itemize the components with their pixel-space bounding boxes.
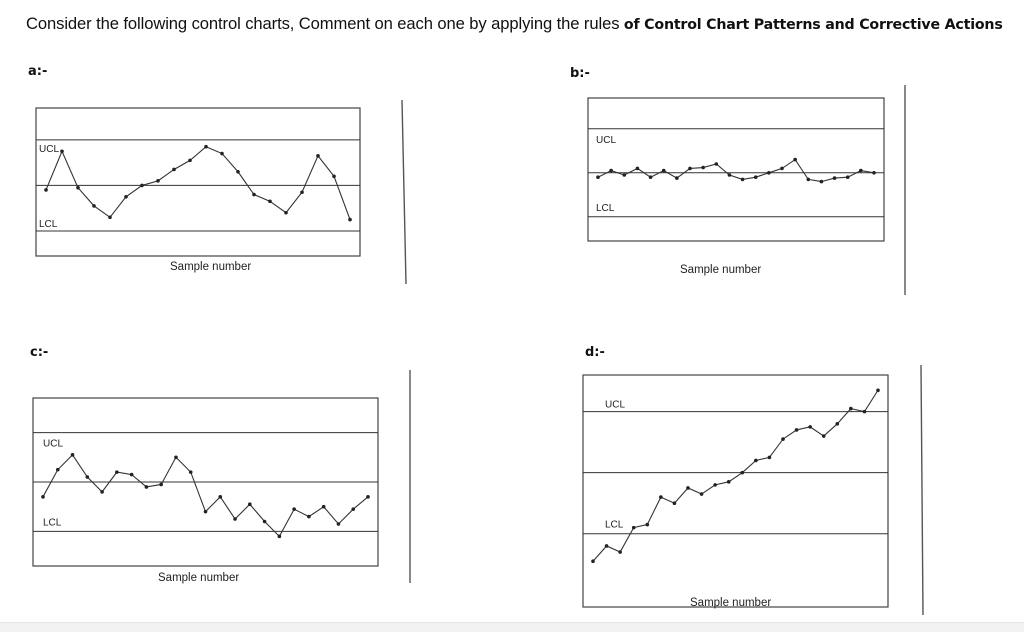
ucl-label: UCL [43, 438, 64, 450]
data-point [622, 173, 626, 177]
data-point [71, 453, 75, 457]
part-label-c: c:- [30, 345, 49, 360]
data-point [307, 515, 311, 519]
lcl-label: LCL [39, 218, 58, 230]
data-point [754, 175, 758, 179]
data-point [278, 535, 282, 539]
data-point [781, 437, 785, 441]
data-point [76, 186, 80, 190]
data-point [675, 176, 679, 180]
data-point [236, 170, 240, 174]
data-point [727, 480, 731, 484]
x-axis-label: Sample number [158, 572, 240, 584]
data-point [688, 167, 692, 171]
data-point [768, 456, 772, 460]
data-point [649, 175, 653, 179]
data-point [822, 434, 826, 438]
data-point [145, 485, 149, 489]
x-axis-label: Sample number [170, 261, 252, 273]
data-point [846, 175, 850, 179]
data-point [673, 501, 677, 505]
data-point [701, 166, 705, 170]
control-chart-d [580, 360, 925, 620]
data-point [820, 180, 824, 184]
question-text [26, 14, 1021, 34]
data-point [189, 470, 193, 474]
data-point [835, 422, 839, 426]
chart-frame [583, 375, 888, 607]
data-point [686, 486, 690, 490]
data-point [204, 510, 208, 514]
data-point [174, 455, 178, 459]
lcl-label: LCL [605, 519, 624, 531]
data-point [284, 211, 288, 215]
data-point [591, 559, 595, 563]
data-point [713, 483, 717, 487]
data-point [605, 544, 609, 548]
lcl-label: LCL [596, 202, 615, 214]
data-point [780, 167, 784, 171]
control-chart-c [28, 365, 418, 590]
data-point [859, 169, 863, 173]
data-point [740, 471, 744, 475]
data-point [248, 502, 252, 506]
data-point [849, 407, 853, 411]
x-axis-label: Sample number [690, 597, 772, 609]
data-point [632, 526, 636, 530]
separator-line [921, 365, 923, 615]
data-point [741, 178, 745, 182]
x-axis-label: Sample number [680, 264, 762, 276]
series-line [598, 160, 874, 182]
data-point [833, 176, 837, 180]
data-point [204, 145, 208, 149]
ucl-label: UCL [39, 143, 60, 155]
series-line [43, 455, 368, 537]
data-point [795, 428, 799, 432]
ucl-label: UCL [596, 134, 617, 146]
data-point [108, 215, 112, 219]
data-point [366, 495, 370, 499]
footer-bar [0, 622, 1024, 632]
chart-frame [588, 98, 884, 241]
data-point [100, 490, 104, 494]
data-point [645, 523, 649, 527]
data-point [806, 178, 810, 182]
data-point [754, 459, 758, 463]
data-point [316, 154, 320, 158]
question-bold-text: of Control Chart Patterns and Corrective Actions [623, 17, 1003, 33]
data-point [351, 507, 355, 511]
part-label-a: a:- [28, 64, 48, 79]
data-point [124, 195, 128, 199]
series-line [46, 147, 350, 220]
data-point [263, 520, 267, 524]
data-point [218, 495, 222, 499]
data-point [159, 483, 163, 487]
data-point [130, 473, 134, 477]
lcl-label: LCL [43, 517, 62, 529]
data-point [322, 505, 326, 509]
data-point [292, 507, 296, 511]
data-point [659, 495, 663, 499]
data-point [115, 470, 119, 474]
data-point [863, 410, 867, 414]
chart-frame [36, 108, 360, 256]
data-point [348, 218, 352, 222]
data-point [636, 167, 640, 171]
data-point [56, 468, 60, 472]
series-line [593, 390, 878, 561]
data-point [156, 179, 160, 183]
data-point [44, 188, 48, 192]
data-point [92, 204, 96, 208]
data-point [700, 492, 704, 496]
data-point [188, 159, 192, 163]
question-regular-text: Consider the following control charts, Comment on each one by applying the rules [26, 14, 620, 33]
data-point [332, 175, 336, 179]
part-label-d: d:- [585, 345, 605, 360]
data-point [41, 495, 45, 499]
data-point [767, 171, 771, 175]
data-point [300, 190, 304, 194]
data-point [872, 171, 876, 175]
data-point [618, 550, 622, 554]
separator-line [402, 100, 406, 284]
data-point [876, 388, 880, 392]
control-chart-b [580, 85, 910, 295]
data-point [609, 169, 613, 173]
data-point [337, 522, 341, 526]
data-point [728, 173, 732, 177]
data-point [220, 152, 224, 156]
data-point [714, 162, 718, 166]
data-point [140, 184, 144, 188]
data-point [172, 168, 176, 172]
ucl-label: UCL [605, 399, 626, 411]
data-point [252, 193, 256, 197]
data-point [808, 425, 812, 429]
part-label-b: b:- [570, 66, 590, 81]
data-point [662, 169, 666, 173]
data-point [268, 200, 272, 204]
data-point [86, 475, 90, 479]
data-point [596, 175, 600, 179]
data-point [793, 158, 797, 162]
data-point [60, 149, 64, 153]
control-chart-a [30, 100, 410, 290]
data-point [233, 517, 237, 521]
